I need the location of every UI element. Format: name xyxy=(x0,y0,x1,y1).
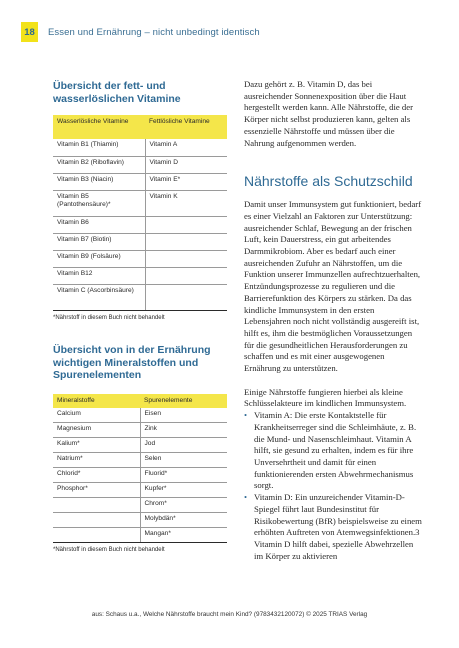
table-cell: Natrium* xyxy=(53,453,140,468)
table-cell: Vitamin A xyxy=(145,139,227,156)
table-row xyxy=(53,513,227,528)
section-heading: Nährstoffe als Schutzschild xyxy=(244,173,413,190)
minerals-table xyxy=(53,394,227,544)
table-cell: Vitamin C (Ascorbinsäure) xyxy=(53,284,145,310)
table-cell: Zink xyxy=(140,423,227,438)
table-cell: Vitamin B6 xyxy=(53,216,145,233)
table-cell: Calcium xyxy=(53,408,140,423)
table-row xyxy=(53,438,227,453)
table-cell xyxy=(145,216,227,233)
bullet-icon: • xyxy=(244,492,248,503)
table-cell: Vitamin B1 (Thiamin) xyxy=(53,139,145,156)
table-cell xyxy=(145,267,227,284)
table-row xyxy=(53,139,227,156)
table-row xyxy=(53,190,227,216)
table-cell xyxy=(145,233,227,250)
list-item xyxy=(244,492,422,562)
body-text-column xyxy=(244,79,422,562)
table-row xyxy=(53,250,227,267)
chapter-title: Essen und Ernährung – nicht unbedingt identisch xyxy=(48,26,260,38)
list-item xyxy=(244,410,422,492)
table-row xyxy=(53,498,227,513)
table-cell: Chrom* xyxy=(140,498,227,513)
list-item-text: Vitamin D: Ein unzureichender Vitamin-D-Spiegel führt laut Bundesinstitut für Risikobewertung (BfR) beispielsweise zu einem erhöhten Auftreten von Atemwegsinfektionen.3 Vitamin D hilft dabei, spezielle Abwehrzellen im Körper zu aktivieren xyxy=(254,492,422,561)
table-cell xyxy=(53,528,140,543)
table-cell: Vitamin B2 (Riboflavin) xyxy=(53,156,145,173)
table-cell: Vitamin B3 (Niacin) xyxy=(53,173,145,190)
table-cell xyxy=(145,250,227,267)
table-cell: Vitamin E* xyxy=(145,173,227,190)
page-footer: aus: Schaus u.a., Welche Nährstoffe braucht mein Kind? (9783432120072) © 2025 TRIAS Verlag xyxy=(91,611,368,618)
minerals-title: Übersicht von in der Ernährung wichtigen Mineralstoffen und Spurenelementen xyxy=(53,344,211,381)
table-cell xyxy=(145,284,227,310)
table-cell: Phosphor* xyxy=(53,483,140,498)
minerals-col1-header: Mineralstoffe xyxy=(53,394,140,408)
table-cell: Jod xyxy=(140,438,227,453)
table-row xyxy=(53,156,227,173)
table-cell: Kalium* xyxy=(53,438,140,453)
table-row xyxy=(53,233,227,250)
table-row xyxy=(53,408,227,423)
table-row xyxy=(53,423,227,438)
table-row xyxy=(53,483,227,498)
table-cell: Vitamin B5 (Pantothensäure)* xyxy=(53,190,145,216)
vitamins-col2-header: Fettlösliche Vitamine xyxy=(145,115,227,139)
vitamins-section xyxy=(53,80,227,321)
table-cell: Mangan* xyxy=(140,528,227,543)
table-row xyxy=(53,173,227,190)
table-cell xyxy=(53,498,140,513)
table-row xyxy=(53,284,227,310)
table-row xyxy=(53,216,227,233)
table-row xyxy=(53,468,227,483)
list-item-text: Vitamin A: Die erste Kontaktstelle für Krankheitserreger sind die Schleimhäute, z. B. die Mund- und Nasenschleimhaut. Vitamin A hilft, sie gesund zu erhalten, indem es für ihre Unversehrtheit und damit für einen funktionierenden ersten Abwehrmechanismus sorgt. xyxy=(254,410,417,491)
intro-paragraph: Dazu gehört z. B. Vitamin D, das bei ausreichender Sonnenexposition über die Haut hergestellt werden kann. Alle Nährstoffe, die der Körper nicht selbst produzieren kann, gelten als essenzielle Nährstoffe und müssen über die Nahrung aufgenommen werden. xyxy=(244,79,414,148)
body-paragraph: Damit unser Immunsystem gut funktioniert, bedarf es einer Vielzahl an Faktoren zur Unterstützung: ausreichender Schlaf, Bewegung an der frischen Luft, kein Dauerstress, ein gut arbeitendes Darmmikrobiom. Aber es bedarf auch einer ausreichenden Zufuhr an Nährstoffen, um die Funktion unserer Immunzellen aufrechtzuerhalten, Entzündungsprozesse zu regulieren und die Barrierefunktion des Körpers zu stärken. Da das kindliche Immunsystem in den ersten Lebensjahren noch nicht vollständig ausgereift ist, hilft es, ihm die bestmöglichen Voraussetzungen für die gesundheitlichen Herausforderungen zu schaffen und es mit einer ausgewogenen Ernährung zu unterstützen. xyxy=(244,199,422,374)
table-row xyxy=(53,453,227,468)
minerals-col2-header: Spurenelemente xyxy=(140,394,227,408)
table-cell: Molybdän* xyxy=(140,513,227,528)
table-cell: Vitamin B7 (Biotin) xyxy=(53,233,145,250)
vitamins-table xyxy=(53,115,227,311)
table-cell: Magnesium xyxy=(53,423,140,438)
table-cell: Vitamin B9 (Folsäure) xyxy=(53,250,145,267)
minerals-section xyxy=(53,344,227,553)
bullet-icon: • xyxy=(244,410,248,421)
page-number: 18 xyxy=(21,22,38,42)
table-cell: Chlorid* xyxy=(53,468,140,483)
vitamins-col1-header: Wasserlösliche Vitamine xyxy=(53,115,145,139)
table-cell: Vitamin B12 xyxy=(53,267,145,284)
vitamins-title: Übersicht der fett- und wasserlöslichen Vitamine xyxy=(53,80,181,105)
body-paragraph: Einige Nährstoffe fungieren hierbei als kleine Schlüsselakteure im kindlichen Immunsystem. xyxy=(244,386,407,409)
table-row xyxy=(53,528,227,543)
table-cell: Eisen xyxy=(140,408,227,423)
table-row xyxy=(53,267,227,284)
minerals-footnote: *Nährstoff in diesem Buch nicht behandelt xyxy=(53,547,165,553)
table-cell: Fluorid* xyxy=(140,468,227,483)
table-cell: Kupfer* xyxy=(140,483,227,498)
table-cell: Vitamin K xyxy=(145,190,227,216)
table-cell: Vitamin D xyxy=(145,156,227,173)
page-header xyxy=(21,22,459,42)
vitamins-footnote: *Nährstoff in diesem Buch nicht behandelt xyxy=(53,314,165,321)
table-cell xyxy=(53,513,140,528)
table-cell: Selen xyxy=(140,453,227,468)
